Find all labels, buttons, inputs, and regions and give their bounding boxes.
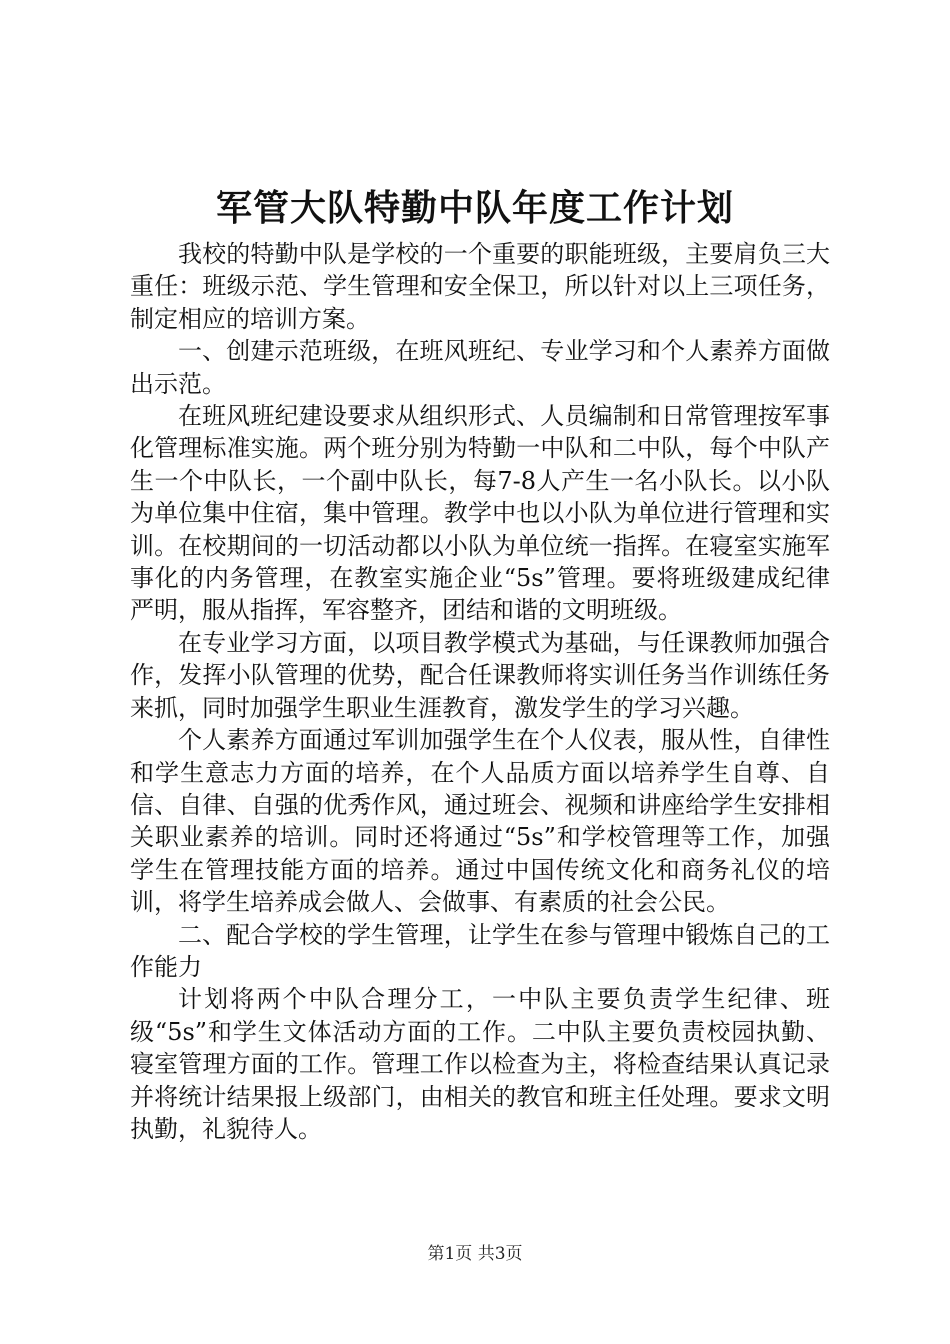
page-number-footer: 第1页 共3页 <box>427 1244 523 1264</box>
paragraph-section-1-heading: 一、创建示范班级，在班风班纪、专业学习和个人素养方面做出示范。 <box>130 337 830 398</box>
paragraph-professional-study: 在专业学习方面，以项目教学模式为基础，与任课教师加强合作，发挥小队管理的优势，配合任课教师将实训任务当作训练任务来抓，同时加强学生职业生涯教育，激发学生的学习兴趣。 <box>130 628 830 722</box>
paragraph-intro: 我校的特勤中队是学校的一个重要的职能班级，主要肩负三大重任：班级示范、学生管理和安全保卫，所以针对以上三项任务，制定相应的培训方案。 <box>130 240 830 333</box>
paragraph-section-2-heading: 二、配合学校的学生管理，让学生在参与管理中锻炼自己的工作能力 <box>130 920 830 981</box>
document-title: 军管大队特勤中队年度工作计划 <box>215 187 734 229</box>
paragraph-personal-quality: 个人素养方面通过军训加强学生在个人仪表，服从性，自律性和学生意志力方面的培养，在个人品质方面以培养学生自尊、自信、自律、自强的优秀作风，通过班会、视频和讲座给学生安排相关职业素养的培训。同时还将通过“5s”和学校管理等工作，加强学生在管理技能方面的培养。通过中国传统文化和商务礼仪的培训，将学生培养成会做人、会做事、有素质的社会公民。 <box>130 726 830 917</box>
paragraph-division-of-work: 计划将两个中队合理分工，一中队主要负责学生纪律、班级“5s”和学生文体活动方面的工作。二中队主要负责校园执勤、寝室管理方面的工作。管理工作以检查为主，将检查结果认真记录并将统计结果报上级部门，由相关的教官和班主任处理。要求文明执勤，礼貌待人。 <box>130 985 830 1143</box>
document-body <box>130 238 830 1145</box>
paragraph-discipline: 在班风班纪建设要求从组织形式、人员编制和日常管理按军事化管理标准实施。两个班分别为特勤一中队和二中队，每个中队产生一个中队长，一个副中队长，每7-8人产生一名小队长。以小队为单位集中住宿，集中管理。教学中也以小队为单位进行管理和实训。在校期间的一切活动都以小队为单位统一指挥。在寝室实施军事化的内务管理，在教室实施企业“5s”管理。要将班级建成纪律严明，服从指挥，军容整齐，团结和谐的文明班级。 <box>130 402 830 625</box>
